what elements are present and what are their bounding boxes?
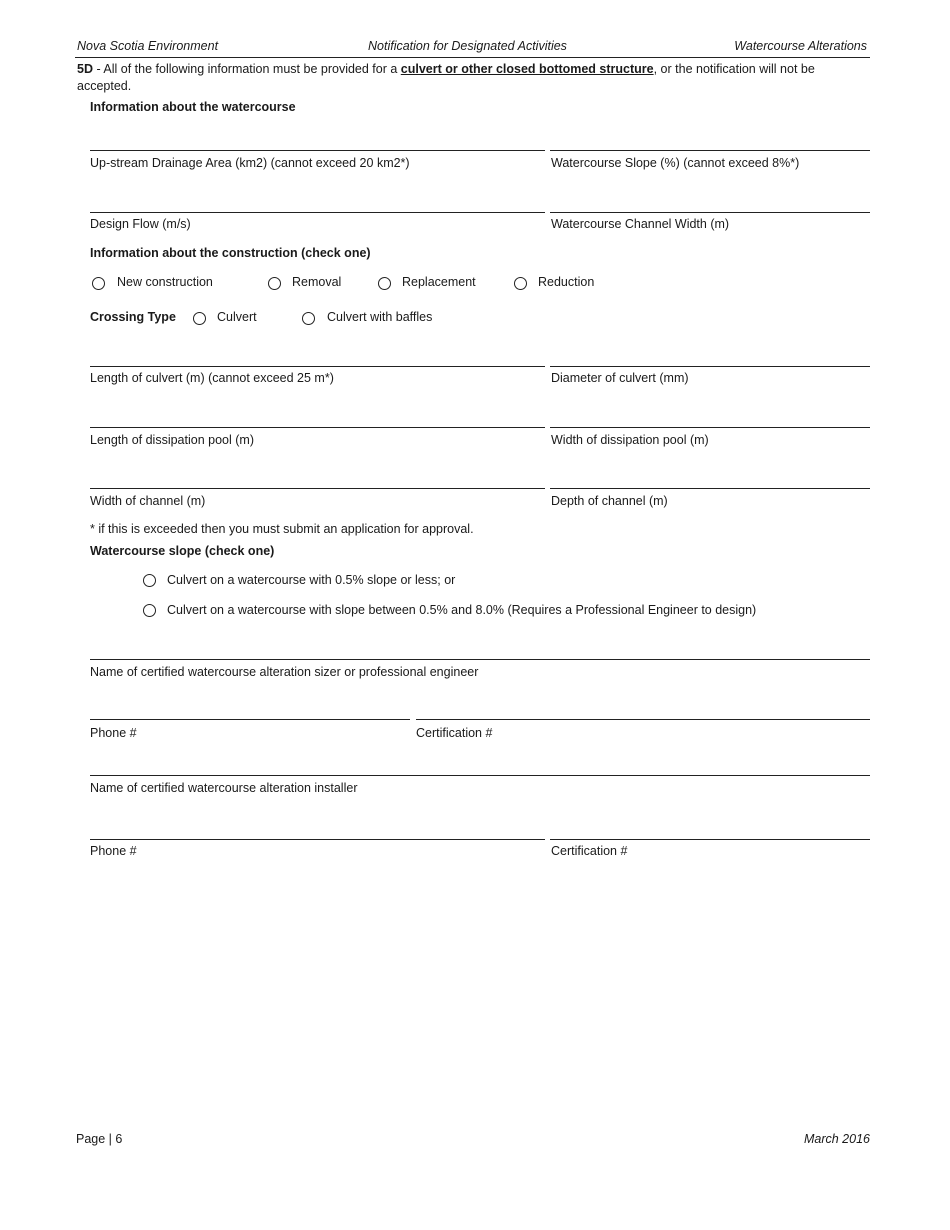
page-number: Page | 6 [76,1132,123,1146]
watercourse-slope-field[interactable] [550,150,870,151]
installer-phone-field[interactable] [90,839,545,840]
watercourse-heading: Information about the watercourse [90,100,296,114]
drainage-area-field[interactable] [90,150,545,151]
watercourse-slope-label: Watercourse Slope (%) (cannot exceed 8%*) [551,156,800,170]
option-culvert-with-baffles: Culvert with baffles [327,310,433,324]
culvert-diameter-label: Diameter of culvert (mm) [551,371,689,385]
drainage-area-label: Up-stream Drainage Area (km2) (cannot exceed 20 km2*) [90,156,410,170]
pool-width-label: Width of dissipation pool (m) [551,433,709,447]
intro-text-after: , or the notification will not be accepted. [77,62,815,93]
channel-width-dim-label: Width of channel (m) [90,494,206,508]
sizer-name-field[interactable] [90,659,870,660]
design-flow-field[interactable] [90,212,545,213]
channel-width-field[interactable] [550,212,870,213]
culvert-length-label: Length of culvert (m) (cannot exceed 25 m*) [90,371,334,385]
radio-culvert-with-baffles[interactable] [302,312,315,325]
option-slope-low: Culvert on a watercourse with 0.5% slope or less; or [167,573,456,587]
sizer-phone-field[interactable] [90,719,410,720]
radio-replacement[interactable] [378,277,391,290]
installer-cert-label: Certification # [551,844,628,858]
section-number: 5D [77,62,93,76]
pool-width-field[interactable] [550,427,870,428]
culvert-diameter-field[interactable] [550,366,870,367]
radio-new-construction[interactable] [92,277,105,290]
exceed-note: * if this is exceeded then you must submit an application for approval. [90,522,474,536]
installer-name-field[interactable] [90,775,870,776]
pool-length-field[interactable] [90,427,545,428]
channel-width-dim-field[interactable] [90,488,545,489]
design-flow-label: Design Flow (m/s) [90,217,191,231]
header-form-title: Notification for Designated Activities [368,39,567,53]
radio-culvert[interactable] [193,312,206,325]
radio-slope-low[interactable] [143,574,156,587]
pool-length-label: Length of dissipation pool (m) [90,433,254,447]
channel-width-label: Watercourse Channel Width (m) [551,217,730,231]
option-reduction: Reduction [538,275,595,289]
option-removal: Removal [292,275,342,289]
revision-date: March 2016 [803,1132,870,1146]
header-divider [75,57,870,58]
sizer-name-label: Name of certified watercourse alteration sizer or professional engineer [90,665,479,679]
intro-emphasis: culvert or other closed bottomed structure [400,62,654,76]
construction-heading: Information about the construction (check one) [90,246,371,260]
sizer-cert-label: Certification # [416,726,493,740]
header-section: Watercourse Alterations [734,39,867,53]
sizer-phone-label: Phone # [90,726,137,740]
option-replacement: Replacement [402,275,476,289]
radio-removal[interactable] [268,277,281,290]
channel-depth-label: Depth of channel (m) [551,494,668,508]
channel-depth-field[interactable] [550,488,870,489]
slope-heading: Watercourse slope (check one) [90,544,275,558]
option-new-construction: New construction [117,275,213,289]
installer-phone-label: Phone # [90,844,137,858]
intro-text-before: - All of the following information must be provided for a [92,62,401,76]
installer-cert-field[interactable] [550,839,870,840]
section-intro [77,61,867,95]
option-culvert: Culvert [217,310,257,324]
culvert-length-field[interactable] [90,366,545,367]
header-org: Nova Scotia Environment [77,39,219,53]
radio-slope-high[interactable] [143,604,156,617]
installer-name-label: Name of certified watercourse alteration installer [90,781,358,795]
option-slope-high: Culvert on a watercourse with slope between 0.5% and 8.0% (Requires a Professional Engineer to design) [167,603,757,617]
sizer-cert-field[interactable] [416,719,870,720]
crossing-type-label: Crossing Type [90,310,176,324]
radio-reduction[interactable] [514,277,527,290]
